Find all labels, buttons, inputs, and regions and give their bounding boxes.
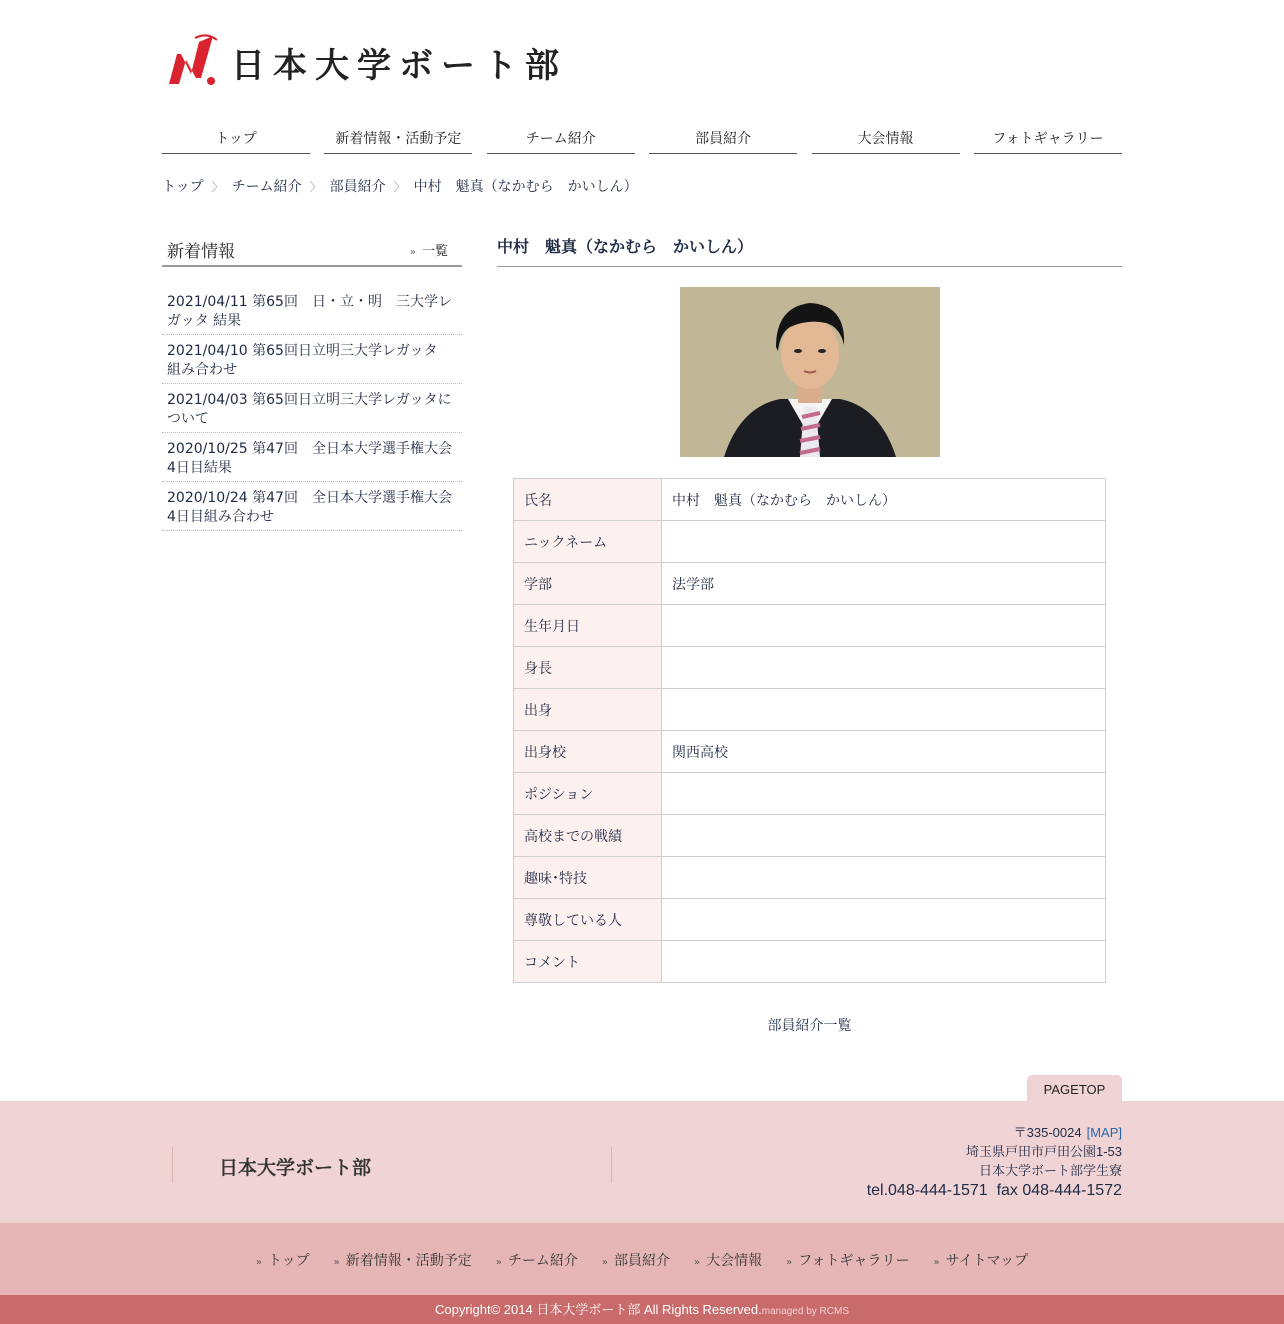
tel-number: tel.048-444-1571 <box>866 1182 988 1199</box>
profile-key: 高校までの戦績 <box>514 815 662 857</box>
table-row <box>514 815 1106 857</box>
global-nav <box>162 128 1122 154</box>
page-title: 中村 魁真（なかむら かいしん） <box>497 233 1122 267</box>
fax-number: fax 048-444-1572 <box>996 1182 1122 1199</box>
footer-nav-label: トップ <box>268 1253 310 1269</box>
sidebar-header <box>162 233 462 267</box>
footer-nav-members[interactable] <box>602 1250 670 1270</box>
profile-value <box>662 815 1106 857</box>
chevron-right-icon: 〉 <box>393 179 406 194</box>
double-chevron-icon: » <box>495 1257 502 1268</box>
profile-key: 出身 <box>514 689 662 731</box>
footer-nav-news[interactable] <box>334 1250 472 1270</box>
double-chevron-icon: » <box>933 1257 940 1268</box>
profile-value <box>662 647 1106 689</box>
footer-nav <box>0 1223 1284 1295</box>
table-row <box>514 731 1106 773</box>
double-chevron-icon: » <box>255 1257 262 1268</box>
breadcrumb-team[interactable]: チーム紹介 <box>231 179 302 195</box>
table-row <box>514 689 1106 731</box>
profile-value <box>662 689 1106 731</box>
profile-value <box>662 941 1106 983</box>
nav-item-members[interactable]: 部員紹介 <box>649 128 797 154</box>
address-line-2: 日本大学ボート部学生寮 <box>978 1163 1122 1178</box>
breadcrumb-members[interactable]: 部員紹介 <box>329 179 386 195</box>
profile-value: 中村 魁真（なかむら かいしん） <box>662 479 1106 521</box>
profile-value <box>662 899 1106 941</box>
managed-by-link[interactable]: managed by RCMS <box>761 1306 849 1317</box>
news-item[interactable]: 2021/04/11 第65回 日・立・明 三大学レガッタ 結果 <box>162 291 462 335</box>
footer-address <box>867 1123 1122 1200</box>
news-item[interactable]: 2021/04/10 第65回日立明三大学レガッタ 組み合わせ <box>162 340 462 384</box>
footer-nav-label: 新着情報・活動予定 <box>345 1253 472 1269</box>
table-row <box>514 647 1106 689</box>
footer-nav-label: 大会情報 <box>706 1253 763 1269</box>
double-chevron-icon: » <box>601 1257 608 1268</box>
copyright-bar <box>0 1295 1284 1324</box>
news-item[interactable]: 2021/04/03 第65回日立明三大学レガッタについて <box>162 389 462 433</box>
chevron-right-icon: 〉 <box>211 179 224 194</box>
member-list-link[interactable]: 部員紹介一覧 <box>767 1018 852 1034</box>
nav-item-team[interactable]: チーム紹介 <box>487 128 635 154</box>
nav-item-gallery[interactable]: フォトギャラリー <box>974 128 1122 154</box>
phone-line <box>867 1182 1122 1200</box>
copyright-text: Copyright© 2014 日本大学ボート部 All Rights Reserved. <box>434 1302 762 1317</box>
profile-value: 関西高校 <box>662 731 1106 773</box>
news-sidebar <box>162 233 462 536</box>
profile-value <box>662 521 1106 563</box>
footer-nav-sitemap[interactable] <box>934 1250 1029 1270</box>
profile-key: 身長 <box>514 647 662 689</box>
double-chevron-icon: » <box>693 1257 701 1268</box>
profile-value <box>662 857 1106 899</box>
breadcrumb-top[interactable]: トップ <box>162 179 204 195</box>
n-logo-icon <box>165 34 221 90</box>
table-row <box>514 941 1106 983</box>
profile-key: ポジション <box>514 773 662 815</box>
postal-line <box>867 1123 1122 1142</box>
double-chevron-icon: » <box>786 1257 793 1268</box>
member-profile <box>497 233 1122 1035</box>
news-list-label: 一覧 <box>421 243 448 259</box>
site-logo[interactable] <box>165 34 567 90</box>
nav-item-tournaments[interactable]: 大会情報 <box>812 128 960 154</box>
double-chevron-icon: » <box>333 1257 340 1268</box>
table-row <box>514 479 1106 521</box>
profile-value <box>662 605 1106 647</box>
profile-key: 学部 <box>514 563 662 605</box>
pagetop-button[interactable]: PAGETOP <box>1027 1075 1122 1102</box>
footer-nav-label: 部員紹介 <box>613 1253 670 1269</box>
news-item[interactable]: 2020/10/24 第47回 全日本大学選手権大会4日目組み合わせ <box>162 487 462 531</box>
footer-nav-label: フォトギャラリー <box>798 1253 910 1269</box>
nav-item-news[interactable]: 新着情報・活動予定 <box>324 128 472 154</box>
profile-key: 趣味･特技 <box>514 857 662 899</box>
map-link[interactable]: [MAP] <box>1086 1125 1122 1140</box>
news-list <box>162 291 462 531</box>
profile-table <box>513 478 1106 983</box>
table-row <box>514 563 1106 605</box>
profile-key: 尊敬している人 <box>514 899 662 941</box>
footer-nav-team[interactable] <box>496 1250 578 1270</box>
news-list-link[interactable] <box>410 240 448 259</box>
profile-value <box>662 773 1106 815</box>
footer-nav-label: サイトマップ <box>945 1253 1029 1269</box>
table-row <box>514 857 1106 899</box>
breadcrumb <box>162 176 638 196</box>
nav-item-top[interactable]: トップ <box>162 128 310 154</box>
profile-key: コメント <box>514 941 662 983</box>
chevron-right-icon: 〉 <box>309 179 322 194</box>
double-chevron-icon: » <box>409 246 416 258</box>
footer-nav-tournaments[interactable] <box>694 1250 762 1270</box>
sidebar-title: 新着情報 <box>167 241 235 262</box>
table-row <box>514 521 1106 563</box>
table-row <box>514 773 1106 815</box>
footer-info <box>0 1101 1284 1223</box>
footer-logo[interactable] <box>172 1147 612 1183</box>
footer-nav-gallery[interactable] <box>786 1250 909 1270</box>
profile-key: ニックネーム <box>514 521 662 563</box>
footer-nav-label: チーム紹介 <box>507 1253 578 1269</box>
member-photo <box>680 287 940 457</box>
postal-code: 〒335-0024 <box>1013 1125 1082 1140</box>
profile-key: 出身校 <box>514 731 662 773</box>
news-item[interactable]: 2020/10/25 第47回 全日本大学選手権大会4日目結果 <box>162 438 462 482</box>
address-line-1: 埼玉県戸田市戸田公園1-53 <box>965 1144 1122 1159</box>
breadcrumb-current: 中村 魁真（なかむら かいしん） <box>413 179 638 195</box>
footer-nav-top[interactable] <box>256 1250 310 1270</box>
site-title: 日本大学ボート部 <box>231 45 567 86</box>
profile-value: 法学部 <box>662 563 1106 605</box>
profile-key: 氏名 <box>514 479 662 521</box>
table-row <box>514 899 1106 941</box>
table-row <box>514 605 1106 647</box>
footer-logo-text: 日本大学ボート部 <box>219 1157 372 1179</box>
profile-key: 生年月日 <box>514 605 662 647</box>
